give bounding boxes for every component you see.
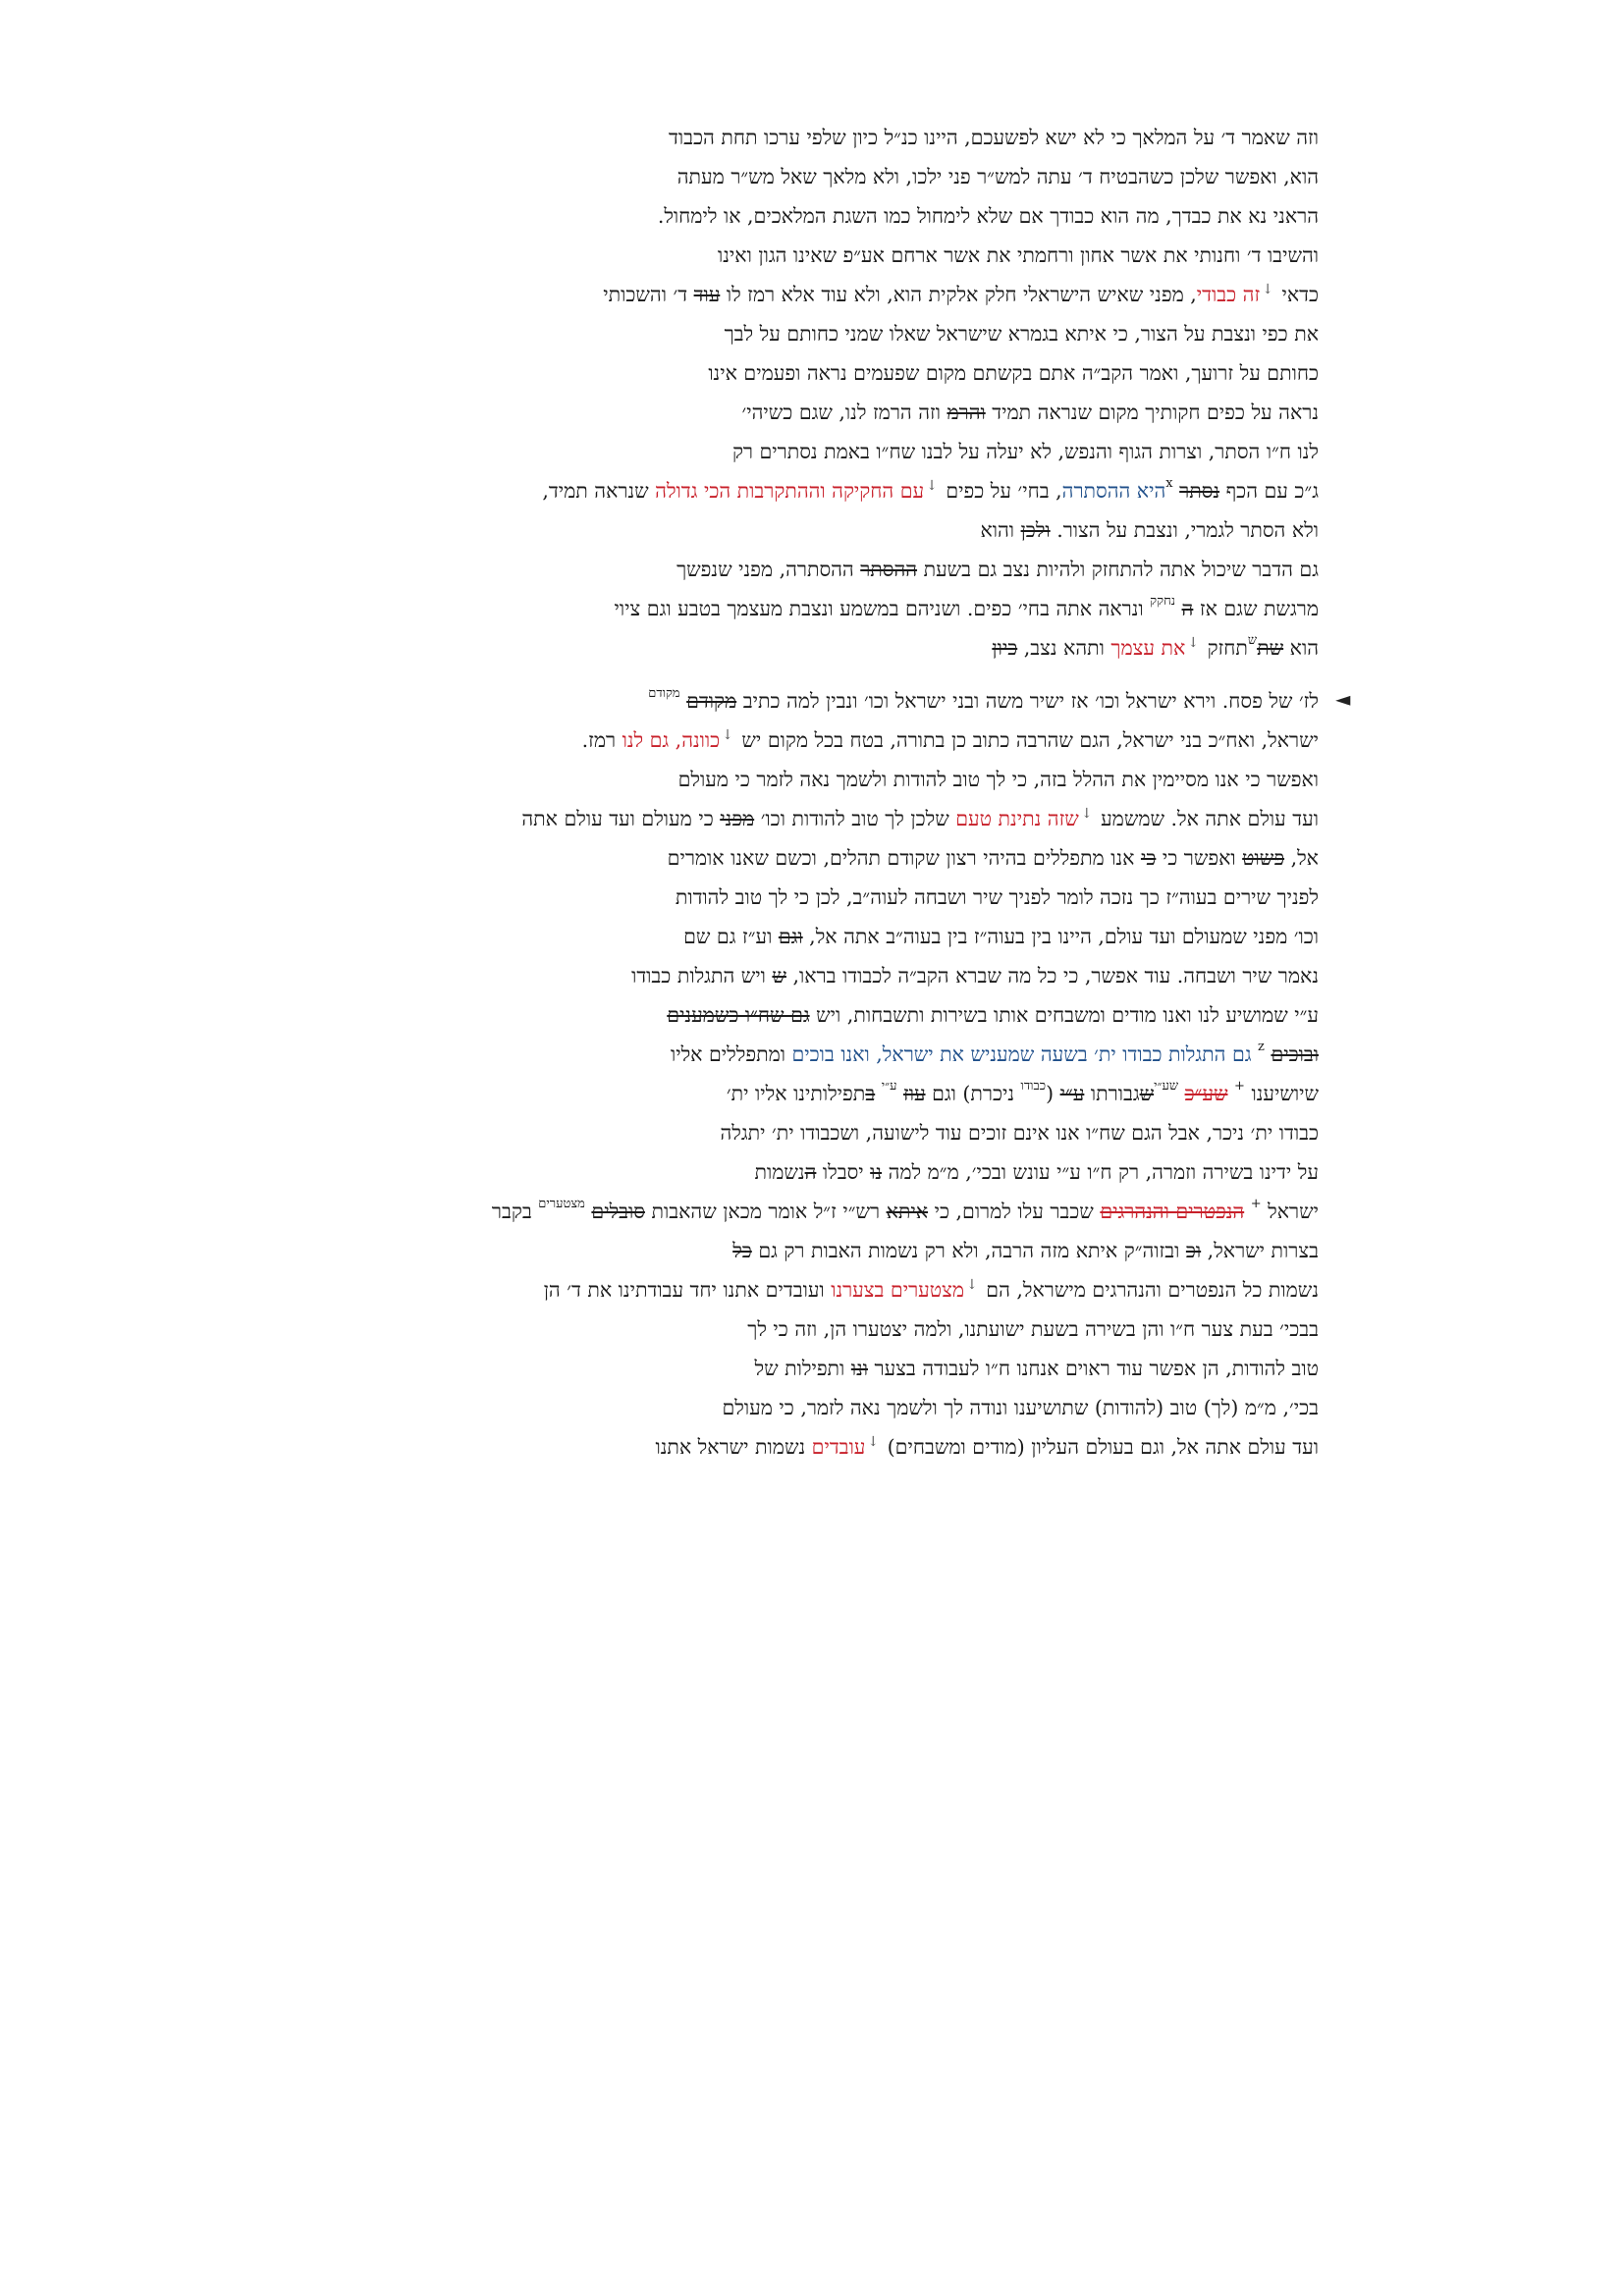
p1-line-1: וזה שאמר ד׳ על המלאך כי לא ישא לפשעכם, היינו כנ״ל כיון שלפי ערכו תחת הכבוד <box>669 126 1319 149</box>
p1-line-10: ג״כ עם הכף נסתר $^x$היא ההסתרה, בחי׳ על כפים ↓עם החקיקה וההתקרבות הכי גדולה שנראה תמיד, <box>542 476 1319 503</box>
p2-line-8: נאמר שיר ושבחה. עוד אפשר, כי כל מה שברא הקב״ה לכבודו בראו, ש ויש התגלות כבודו <box>631 964 1319 988</box>
p2-line-11: שיושיענו + שע״כ $^{שע״י}$שגבורתו ע״י ($^{כבודו}$ ניכרת) וגם עוז $^{ע״י}$ בתפילותינו אליו ית׳ <box>726 1079 1319 1105</box>
p2-line-3: ואפשר כי אנו מסיימין את ההלל בזה, כי לך טוב להודות ולשמך נאה לזמר כי מעולם <box>677 768 1319 791</box>
p2-line-7: וכו׳ מפני שמעולם ועד עולם, היינו בין בעוה״ז בין בעוה״ב אתה אל, וגם וע״ז גם שם <box>683 925 1319 948</box>
p2-line-19: בכי׳, מ״מ (לך) טוב (להודות) שתושיענו ונודה לך ולשמך נאה לזמר, כי מעולם <box>722 1396 1319 1419</box>
p2-line-1: לז׳ של פסח. וירא ישראל וכו׳ אז ישיר משה ובני ישראל וכו׳ ונבין למה כתיב מקודם $^{מקודם}$ <box>648 686 1319 713</box>
p2-line-10: ובוכים $^z$ גם התגלות כבודו ית׳ בשעה שמעניש את ישראל, ואנו בוכים ומתפללים אליו <box>670 1040 1319 1066</box>
p2-line-15: בצרות ישראל, וכ ובזוה״ק איתא מזה הרבה, ולא רק נשמות האבות רק גם כל <box>732 1239 1319 1262</box>
p1-line-3: הראני נא את כבדך, מה הוא כבודך אם שלא לימחול כמו השגת המלאכים, או לימחול. <box>657 204 1319 228</box>
p1-line-9: לנו ח״ו הסתר, וצרות הגוף והנפש, לא יעלה על לבנו שח״ו באמת נסתרים רק <box>731 440 1319 463</box>
p2-line-6: לפניך שירים בעוה״ז כך נזכה לומר לפניך שיר ושבחה לעוה״ב, לכן כי לך טוב להודות <box>675 885 1319 909</box>
p1-line-4: והשיבו ד׳ וחנותי את אשר אחון ורחמתי את אשר ארחם אע״פ שאינו הגון ואינו <box>718 243 1319 267</box>
p1-line-5: כדאי ↓זה כבודי, מפני שאיש הישראלי חלק אלקית הוא, ולא עוד אלא רמז לו עוד ד׳ והשכותי <box>603 282 1319 306</box>
p1-line-6: את כפי ונצבת על הצור, כי איתא בגמרא שישראל שאלו שמני כחותם על לבך <box>724 322 1319 346</box>
p1-line-13: מרגשת שגם אז ה $^{נחקק}$ ונראה אתה בחי׳ כפים. ושניהם במשמע ונצבת מעצמך בטבע וגם ציוי <box>614 594 1319 620</box>
p2-line-4: ועד עולם אתה אל. שמשמע ↓שזה נתינת טעם שלכן לך טוב להודות וכו׳ מפני כי מעולם ועד עולם אתה <box>521 806 1319 830</box>
paragraph-marker-icon: ◄ <box>1335 687 1351 711</box>
p2-line-13: על ידינו בשירה וזמרה, רק ח״ו ע״י עונש ובכי׳, מ״מ למה נו יסבלו הנשמות <box>754 1160 1319 1184</box>
p2-line-20: ועד עולם אתה אל, וגם בעולם העליון (מודים ומשבחים) ↓עובדים נשמות ישראל אתנו <box>655 1434 1319 1459</box>
p1-line-14: הוא שת$^ש$תחזק ↓את עצמך ותהא נצב, כיון <box>992 633 1319 660</box>
p1-line-11: ולא הסתר לגמרי, ונצבת על הצור. ולכן והוא <box>980 518 1319 542</box>
p1-line-8: נראה על כפים חקותיך מקום שנראה תמיד והרמ וזה הרמז לנו, שגם כשיהי׳ <box>741 400 1319 424</box>
p2-line-14: ישראל + הנפטרים והנהרגים שכבר עלו למרום, כי איתא רש״י ז״ל אומר מכאן שהאבות סובלים $^{מצטערים}$ בקבר <box>491 1197 1319 1223</box>
p1-line-2: הוא, ואפשר שלכן כשהבטיח ד׳ עתה למש״ר פני ילכו, ולא מלאך שאל מש״ר מעתה <box>676 165 1319 188</box>
p2-line-9: ע״י שמושיע לנו ואנו מודים ומשבחים אותו בשירות ותשבחות, ויש גם שח״ו כשמענים <box>667 1003 1319 1027</box>
p2-line-18: טוב להודות, הן אפשר עוד ראוים אנחנו ח״ו לעבודה בצער ונו ותפילות של <box>754 1357 1319 1380</box>
p2-line-12: כבודו ית׳ ניכר, אבל הגם שח״ו אנו אינם זוכים עוד לישועה, ושכבודו ית׳ יתגלה <box>720 1121 1319 1145</box>
p1-line-7: כחותם על זרועך, ואמר הקב״ה אתם בקשתם מקום שפעמים נראה ופעמים אינו <box>708 361 1319 385</box>
p2-line-5: אל, פשוט ואפשר כי כי אנו מתפללים בהיהי רצון שקודם תהלים, וכשם שאנו אומרים <box>667 846 1319 870</box>
p2-line-16: נשמות כל הנפטרים והנהרגים מישראל, הם ↓מצטערים בצערנו ועובדים אתנו יחד עבודתינו את ד׳ הן <box>543 1277 1319 1302</box>
p2-line-17: בבכי׳ בעת צער ח״ו והן בשירה בשעת ישועתנו, ולמה יצטערו הן, וזה כי לך <box>747 1317 1319 1341</box>
p2-line-2: ישראל, ואח״כ בני ישראל, הגם שהרבה כתוב כן בתורה, בטח בכל מקום יש ↓כוונה, גם לנו רמז. <box>581 727 1319 752</box>
p1-line-12: גם הדבר שיכול אתה להתחזק ולהיות נצב גם בשעת ההסתר ההסתרה, מפני שנפשך <box>676 558 1319 581</box>
